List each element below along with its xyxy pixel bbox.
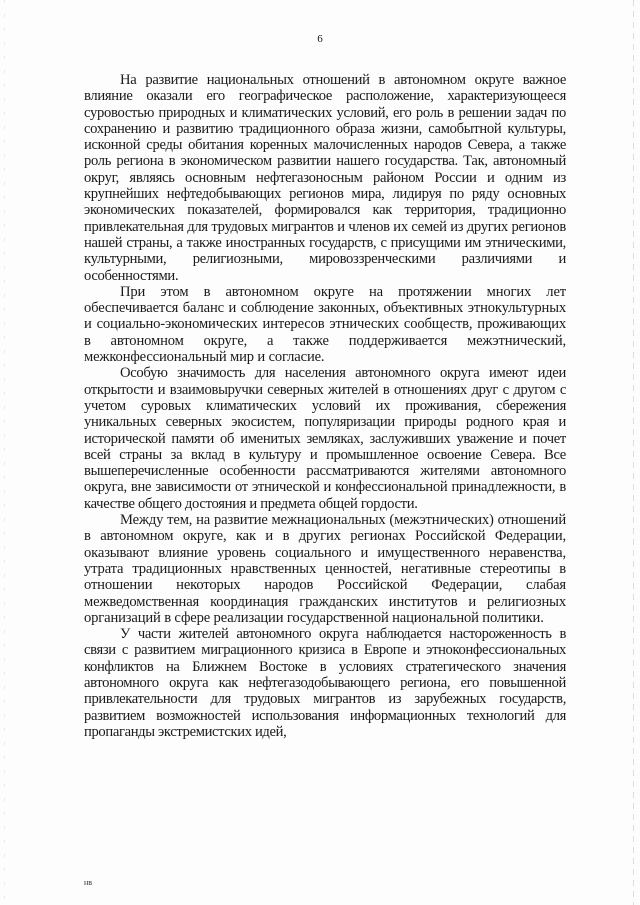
paragraph: При этом в автономном округе на протяжении многих лет обеспечивается баланс и соблюдение законных, объективных этнокультурных и социально-экономических интересов этнических сообществ, проживающих в автономном округе, а также поддерживается межэтнический, межконфессиональный мир и согласие. — [84, 283, 566, 366]
paragraph: На развитие национальных отношений в автономном округе важное влияние оказали его географическое расположение, характеризующееся суровостью природных и климатических условий, его роль в решении задач по сохранению и развитию традиционного образа жизни, самобытной культуры, исконной среды обитания коренных малочисленных народов Севера, а также роль региона в экономическом развитии нашего государства. Так, автономный округ, являясь основным нефтегазоносным районом России и одним из крупнейших нефтедобывающих регионов мира, лидируя по ряду основных экономических показателей, формировался как территория, традиционно привлекательная для трудовых мигрантов и членов их семей из других регионов нашей страны, а также иностранных государств, с присущими им этническими, культурными, религиозными, мировоззренческими различиями и особенностями. — [84, 72, 566, 284]
scan-edge-left — [4, 0, 5, 905]
page-number: 6 — [317, 33, 323, 45]
paragraph: Особую значимость для населения автономного округа имеют идеи открытости и взаимовыручки северных жителей в отношениях друг с другом с учетом суровых климатических условий их проживания, сбережения уникальных северных экосистем, популяризации природы родного края и исторической памяти об именитых земляках, заслуживших уважение и почет всей страны за вклад в культуру и промышленное освоение Севера. Все вышеперечисленные особенности рассматриваются жителями автономного округа, вне зависимости от этнической и конфессиональной принадлежности, в качестве общего достояния и предмета общей гордости. — [84, 365, 566, 512]
paragraph: У части жителей автономного округа наблюдается настороженность в связи с развитием миграционного кризиса в Европе и этноконфессиональных конфликтов на Ближнем Востоке в условиях стратегического значения автономного округа как нефтегазодобывающего региона, его повышенной привлекательности для трудовых мигрантов из зарубежных государств, развитием возможностей использования информационных технологий для пропаганды экстремистских идей, — [84, 626, 566, 740]
scan-edge-right — [633, 0, 634, 905]
footer-mark: нв — [84, 878, 93, 887]
body-text — [84, 72, 566, 740]
paragraph: Между тем, на развитие межнациональных (межэтнических) отношений в автономном округе, как и в других регионах Российской Федерации, оказывают влияние уровень социального и имущественного неравенства, утрата традиционных нравственных ценностей, негативные стереотипы в отношении некоторых народов Российской Федерации, слабая межведомственная координация гражданских институтов и религиозных организаций в сфере реализации государственной национальной политики. — [84, 512, 566, 626]
